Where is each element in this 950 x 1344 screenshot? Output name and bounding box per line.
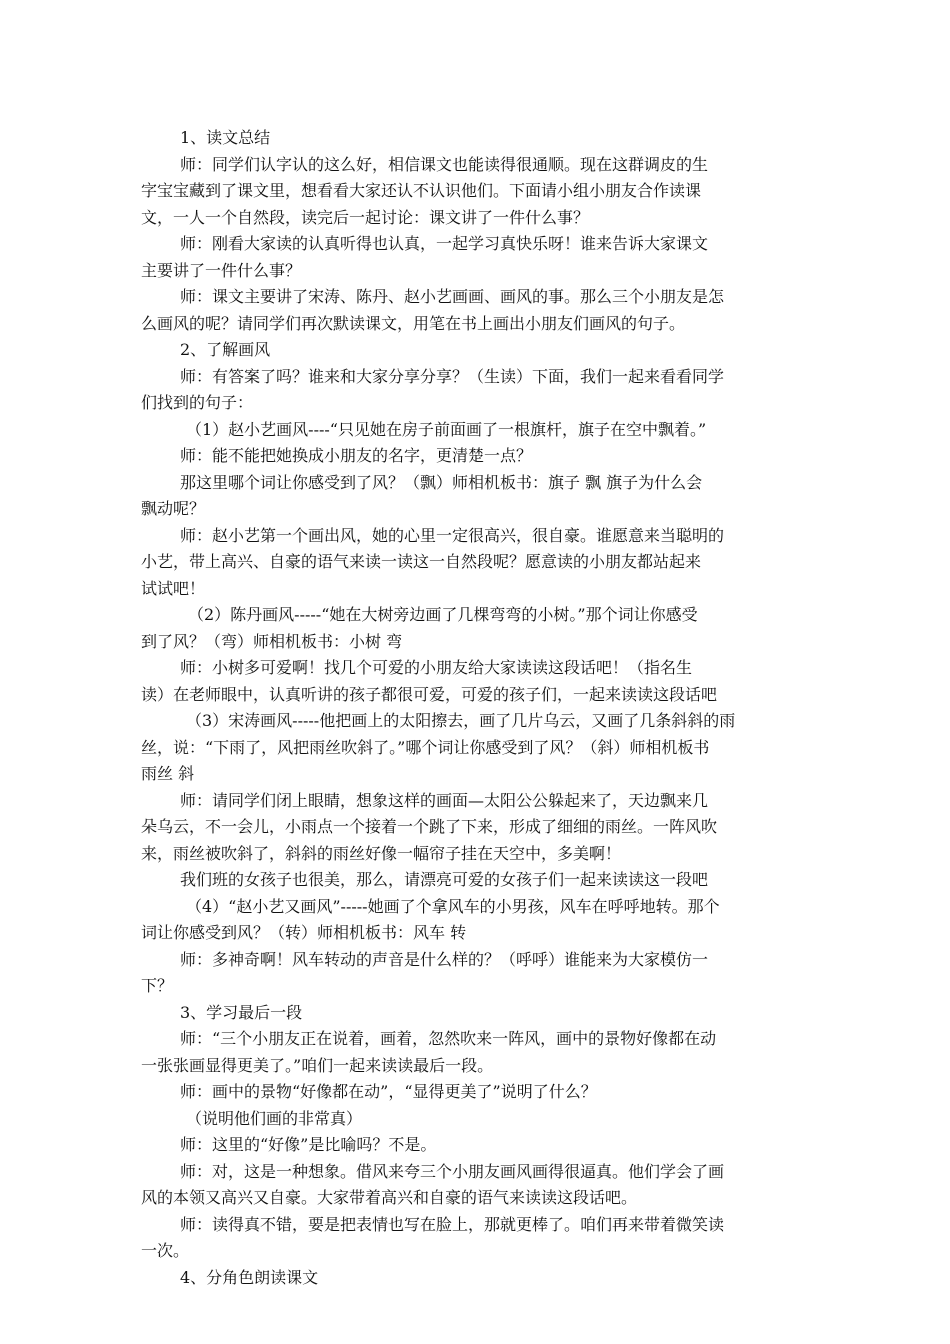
text-line: 那这里哪个词让你感受到了风？（飘）师相机板书：旗子 飘 旗子为什么会 [180, 472, 703, 492]
text-line: 雨丝 斜 [141, 764, 195, 783]
text-line: 风的本领又高兴又自豪。大家带着高兴和自豪的语气来读读这段话吧。 [141, 1188, 638, 1207]
text-line: 下？ [141, 976, 174, 995]
text-line: （3）宋涛画风-----他把画上的太阳擦去，画了几片乌云，又画了几条斜斜的雨 [186, 711, 736, 730]
section-heading-3: 3、学习最后一段 [180, 1002, 303, 1022]
text-line: 么画风的呢？请同学们再次默读课文，用笔在书上画出小朋友们画风的句子。 [141, 313, 686, 333]
text-line: 到了风？（弯）师相机板书：小树 弯 [141, 631, 403, 651]
text-line: 我们班的女孩子也很美，那么，请漂亮可爱的女孩子们一起来读读这一段吧 [180, 870, 709, 889]
text-line: 小艺，带上高兴、自豪的语气来读一读这一自然段呢？愿意读的小朋友都站起来 [141, 552, 702, 571]
text-line: 字宝宝藏到了课文里，想看看大家还认不认识他们。下面请小组小朋友合作读课 [141, 181, 702, 200]
section-heading-4: 4、分角色朗读课文 [180, 1267, 319, 1287]
text-line: 师：多神奇啊！风车转动的声音是什么样的？（呼呼）谁能来为大家模仿一 [180, 949, 709, 969]
text-line: 师：小树多可爱啊！找几个可爱的小朋友给大家读读这段话吧！（指名生 [180, 658, 693, 677]
text-line: 们找到的句子： [141, 393, 254, 412]
text-line: 师：请同学们闭上眼睛，想象这样的画面—太阳公公躲起来了，天边飘来几 [180, 790, 709, 810]
text-line: 文，一人一个自然段，读完后一起讨论：课文讲了一件什么事？ [141, 207, 590, 227]
text-line: 词让你感受到风？（转）师相机板书：风车 转 [141, 923, 467, 942]
text-line: 一张张画显得更美了。”咱们一起来读读最后一段。 [141, 1055, 494, 1075]
text-line: 师：对，这是一种想象。借风来夸三个小朋友画风画得很逼真。他们学会了画 [180, 1161, 725, 1181]
text-line: （说明他们画的非常真） [186, 1108, 363, 1128]
text-line: （2）陈丹画风-----“她在大树旁边画了几棵弯弯的小树。”那个词让你感受 [188, 605, 698, 624]
text-line: 丝，说：“下雨了，风把雨丝吹斜了。”哪个词让你感受到了风？（斜）师相机板书 [141, 737, 710, 757]
text-line: 试试吧！ [141, 578, 206, 598]
text-line: 一次。 [141, 1241, 190, 1260]
section-heading-2: 2、了解画风 [180, 340, 271, 359]
text-line: （4）“赵小艺又画风”-----她画了个拿风车的小男孩，风车在呼呼地转。那个 [186, 896, 720, 916]
section-heading-1: 1、读文总结 [180, 128, 271, 147]
text-line: 主要讲了一件什么事？ [141, 260, 302, 280]
text-line: 飘动呢？ [141, 499, 206, 518]
text-line: 读）在老师眼中，认真听讲的孩子都很可爱，可爱的孩子们，一起来读读这段话吧 [141, 684, 718, 704]
text-line: 师：“三个小朋友正在说着，画着，忽然吹来一阵风，画中的景物好像都在动 [180, 1029, 717, 1048]
text-line: （1）赵小艺画风----“只见她在房子前面画了一根旗杆，旗子在空中飘着。” [186, 419, 707, 439]
text-line: 来，雨丝被吹斜了，斜斜的雨丝好像一幅帘子挂在天空中，多美啊！ [141, 843, 622, 863]
text-line: 师：能不能把她换成小朋友的名字，更清楚一点？ [180, 446, 533, 465]
text-line: 师：画中的景物“好像都在动”，“显得更美了”说明了什么？ [180, 1082, 597, 1101]
text-line: 师：有答案了吗？谁来和大家分享分享？（生读）下面，我们一起来看看同学 [180, 366, 725, 386]
text-line: 师：课文主要讲了宋涛、陈丹、赵小艺画画、画风的事。那么三个小朋友是怎 [180, 287, 725, 306]
text-line: 师：刚看大家读的认真听得也认真，一起学习真快乐呀！谁来告诉大家课文 [180, 234, 709, 253]
text-line: 朵乌云，不一会儿，小雨点一个接着一个跳了下来，形成了细细的雨丝。一阵风吹 [141, 817, 718, 836]
text-line: 师：同学们认字认的这么好，相信课文也能读得很通顺。现在这群调皮的生 [180, 154, 709, 174]
text-line: 师：这里的“好像”是比喻吗？不是。 [180, 1135, 437, 1154]
text-line: 师：赵小艺第一个画出风，她的心里一定很高兴，很自豪。谁愿意来当聪明的 [180, 525, 725, 545]
text-line: 师：读得真不错，要是把表情也写在脸上，那就更棒了。咱们再来带着微笑读 [180, 1214, 725, 1234]
